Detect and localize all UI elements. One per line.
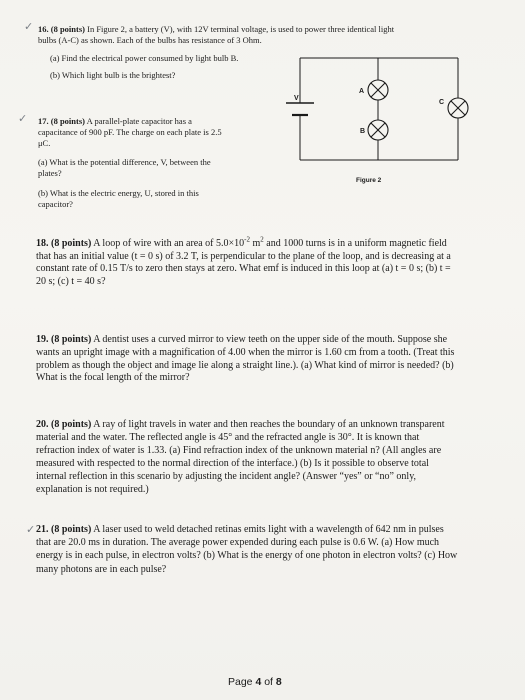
question-text: A dentist uses a curved mirror to view teeth on the upper side of the mouth. Suppose she bbox=[93, 334, 448, 345]
question-text: explanation is not required.) bbox=[36, 484, 149, 495]
bulb-c-icon bbox=[448, 98, 468, 118]
page-total: 8 bbox=[275, 676, 282, 688]
question-part: (a) Find the electrical power consumed by light bulb B. bbox=[50, 53, 239, 63]
page-number bbox=[228, 676, 282, 688]
question-18 bbox=[36, 235, 506, 288]
question-text: In Figure 2, a battery (V), with 12V terminal voltage, is used to power three identical light bbox=[87, 24, 395, 34]
question-part: capacitor? bbox=[38, 199, 73, 209]
page-of: of bbox=[261, 676, 276, 688]
figure-caption: Figure 2 bbox=[356, 177, 382, 184]
question-text: What is the focal length of the mirror? bbox=[36, 372, 190, 384]
question-text: and 1000 turns is in a uniform magnetic field bbox=[263, 238, 447, 249]
question-text: constant rate of 0.15 T/s to zero then stays at zero. What emf is induced in this loop at (a) t = 0 s; (b) t = bbox=[36, 263, 451, 274]
question-text: 20 s; (c) t = 40 s? bbox=[36, 275, 106, 287]
question-text: measured with respected to the normal direction of the interface.) (b) Is it possible to observe total bbox=[36, 458, 429, 469]
question-text: internal reflection in this scenario by adjusting the incident angle? (Answer “yes” or “no” only, bbox=[36, 471, 417, 482]
question-text: m bbox=[249, 238, 261, 249]
question-number: 20. bbox=[36, 419, 49, 430]
question-points: (8 points) bbox=[51, 524, 92, 535]
bulb-b-label: B bbox=[360, 128, 366, 135]
question-text: material and the water. The reflected angle is 45° and the refracted angle is 30°. It is known that bbox=[36, 432, 420, 443]
bulb-a-label: A bbox=[359, 88, 365, 95]
question-text: wants an upright image with a magnification of 4.00 when the mirror is 1.60 cm from a tooth. (Treat this bbox=[36, 346, 455, 358]
question-part: plates? bbox=[38, 168, 62, 178]
question-text: A parallel-plate capacitor has a bbox=[86, 116, 192, 126]
check-mark: ✓ bbox=[24, 20, 34, 33]
question-text: many photons are in each pulse? bbox=[36, 563, 167, 575]
question-text: A loop of wire with an area of 5.0×10 bbox=[93, 238, 245, 249]
question-number: 17. bbox=[38, 116, 49, 126]
question-points: (8 points) bbox=[50, 24, 85, 34]
question-21 bbox=[36, 523, 518, 576]
bulb-c-label: C bbox=[439, 99, 445, 106]
question-text: problem as though the object and image lie along a straight line.). (a) What kind of mirror is needed? (b) bbox=[36, 359, 454, 371]
bulb-a-icon bbox=[368, 80, 388, 100]
exponent: -2 bbox=[244, 235, 250, 244]
question-20 bbox=[36, 418, 516, 496]
question-text: bulbs (A-C) as shown. Each of the bulbs has resistance of 3 Ohm. bbox=[38, 35, 262, 45]
question-number: 16. bbox=[38, 24, 49, 34]
question-text: A laser used to weld detached retinas emits light with a wavelength of 642 nm in pulses bbox=[93, 524, 444, 535]
question-part: (b) What is the electric energy, U, stored in this bbox=[38, 188, 199, 198]
question-points: (8 points) bbox=[51, 419, 92, 430]
battery-symbol bbox=[286, 103, 314, 115]
check-mark: ✓ bbox=[18, 112, 28, 125]
exponent: 2 bbox=[260, 235, 264, 244]
question-text: refraction index of water is 1.33. (a) Find refraction index of the unknown material n? (All angles are bbox=[36, 445, 442, 456]
question-text: that has an initial value (t = 0 s) of 3.2 T, is perpendicular to the plane of the loop, and is decreasing at a bbox=[36, 250, 451, 262]
question-text: that are 20.0 ms in duration. The average power expended during each pulse is 0.6 W. (a) How much bbox=[36, 537, 440, 549]
page-label: Page bbox=[228, 676, 256, 688]
question-points: (8 points) bbox=[50, 116, 85, 126]
question-text: energy is in each pulse, in electron volts? (b) What is the energy of one photon in electron volts? (c) How bbox=[36, 550, 458, 562]
question-part: (b) Which light bulb is the brightest? bbox=[50, 70, 176, 80]
question-text: μC. bbox=[38, 138, 51, 148]
question-text: capacitance of 900 pF. The charge on each plate is 2.5 bbox=[38, 127, 222, 137]
question-text: A ray of light travels in water and then reaches the boundary of an unknown transparent bbox=[93, 419, 445, 430]
question-number: 21. bbox=[36, 524, 49, 535]
question-points: (8 points) bbox=[51, 334, 92, 345]
check-mark: ✓ bbox=[26, 523, 36, 536]
question-part: (a) What is the potential difference, V, between the bbox=[38, 157, 211, 167]
question-number: 18. bbox=[36, 238, 49, 249]
question-points: (8 points) bbox=[51, 238, 92, 249]
question-19 bbox=[36, 334, 511, 385]
question-number: 19. bbox=[36, 334, 49, 345]
page-current: 4 bbox=[255, 676, 262, 688]
bulb-b-icon bbox=[368, 120, 388, 140]
battery-label: V bbox=[294, 95, 299, 102]
